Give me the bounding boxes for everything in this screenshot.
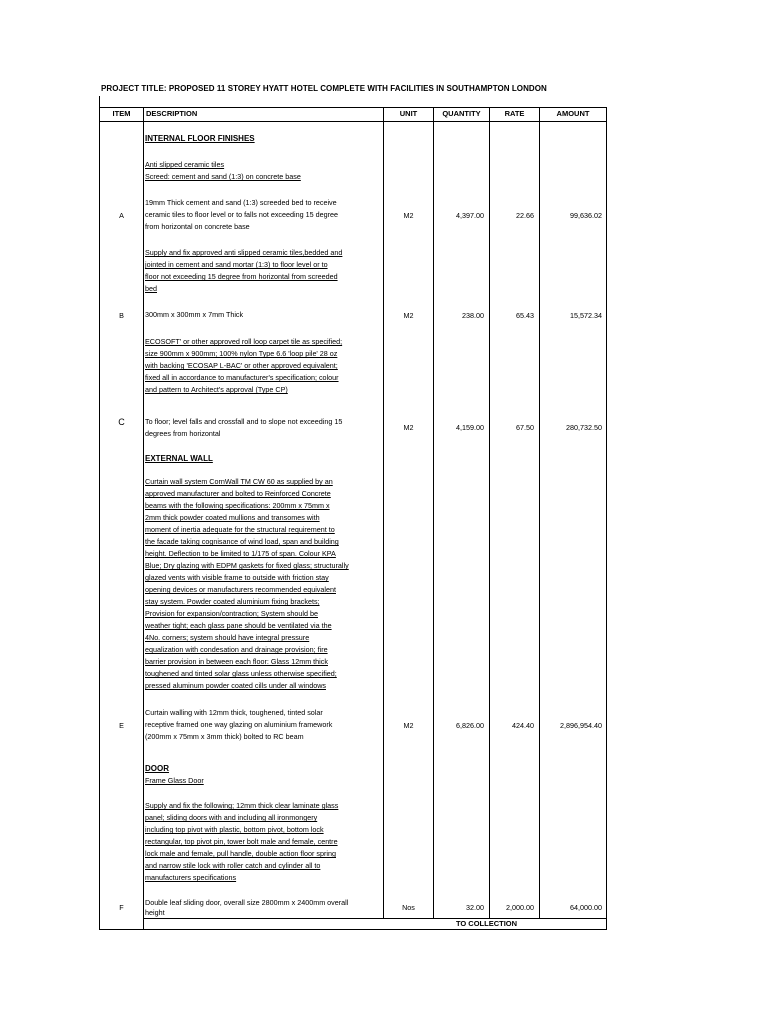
col-border-desc — [383, 107, 384, 919]
note-line: Blue; Dry glazing with EDPM gaskets for fixed glass; structurally — [145, 561, 349, 570]
note-line: and narrow stile lock with roller catch and cylinder all to — [145, 861, 321, 870]
item-quantity: 4,159.00 — [456, 423, 484, 432]
note-line: floor not exceeding 15 degree from horizontal from screeded — [145, 272, 338, 281]
note-line: equalization with condesation and drainage provision; fire — [145, 645, 328, 654]
header-item: ITEM — [112, 109, 131, 118]
note-line: Screed: cement and sand (1:3) on concrete base — [145, 172, 301, 181]
note-line: jointed in cement and sand mortar (1:3) to floor level or to — [145, 260, 328, 269]
item-desc-line: To floor; level falls and crossfall and to slope not exceeding 15 — [145, 417, 343, 426]
note-line: barrier provision in between each floor: Glass 12mm thick — [145, 657, 328, 666]
item-quantity: 6,826.00 — [456, 721, 484, 730]
item-quantity: 32.00 — [466, 903, 484, 912]
item-code: E — [119, 721, 124, 730]
section-external-wall: EXTERNAL WALL — [145, 454, 213, 463]
item-desc-line: ceramic tiles to floor level or to falls not exceeding 15 degree — [145, 210, 338, 219]
item-amount: 280,732.50 — [566, 423, 602, 432]
header-rate: RATE — [504, 109, 525, 118]
project-title: PROJECT TITLE: PROPOSED 11 STOREY HYATT HOTEL COMPLETE WITH FACILITIES IN SOUTHAMPTON LONDON — [101, 84, 547, 93]
item-unit: M2 — [403, 211, 414, 220]
item-desc-line: Curtain walling with 12mm thick, toughened, tinted solar — [145, 708, 323, 717]
item-rate: 67.50 — [516, 423, 534, 432]
item-quantity: 238.00 — [462, 311, 484, 320]
item-amount: 64,000.00 — [570, 903, 602, 912]
col-border-qty — [489, 107, 490, 919]
item-desc-line: height — [145, 908, 165, 917]
note-line: Supply and fix the following; 12mm thick clear laminate glass — [145, 801, 339, 810]
header-bottom-border — [99, 121, 607, 122]
table-bottom-border — [99, 929, 607, 930]
note-line: opening devices or manufacturers recommended equivalent — [145, 585, 336, 594]
header-quantity: QUANTITY — [442, 109, 481, 118]
col-border-right — [606, 107, 607, 930]
item-unit: Nos — [402, 903, 415, 912]
col-border-unit — [433, 107, 434, 919]
item-rate: 2,000.00 — [506, 903, 534, 912]
item-desc-line: from horizontal on concrete base — [145, 222, 250, 231]
section-internal-floor: INTERNAL FLOOR FINISHES — [145, 134, 255, 143]
note-line: fixed all in accordance to manufacturer's specification; colour — [145, 373, 339, 382]
note-line: Anti slipped ceramic tiles — [145, 160, 225, 169]
note-line: lock male and female, pull handle, double action floor spring — [145, 849, 336, 858]
note-line: approved manufacturer and bolted to Reinforced Concrete — [145, 489, 331, 498]
note-line: Supply and fix approved anti slipped ceramic tiles,bedded and — [145, 248, 343, 257]
item-desc-line: Double leaf sliding door, overall size 2800mm x 2400mm overall — [145, 898, 349, 907]
item-code: B — [119, 311, 124, 320]
note-line: toughened and tinted solar glass unless otherwise specified; — [145, 669, 337, 678]
item-quantity: 4,397.00 — [456, 211, 484, 220]
note-line: Provision for expansion/contraction; System should be — [145, 609, 318, 618]
note-line: pressed aluminum powder coated cills under all windows — [145, 681, 326, 690]
header-amount: AMOUNT — [556, 109, 590, 118]
note-line: rectangular, top pivot pin, tower bolt male and female, centre — [145, 837, 338, 846]
note-line: bed — [145, 284, 157, 293]
note-line: and pattern to Architect's approval (Type CP) — [145, 385, 288, 394]
note-line: 4No. corners; system should have integral pressure — [145, 633, 310, 642]
note-line: manufacturers specifications — [145, 873, 237, 882]
item-code: A — [119, 211, 124, 220]
door-subheading: Frame Glass Door — [145, 776, 204, 785]
table-top-border — [99, 107, 607, 108]
note-line: the facade taking cognisance of wind load, span and building — [145, 537, 339, 546]
header-description: DESCRIPTION — [146, 109, 198, 118]
col-border-item — [143, 107, 144, 930]
note-line: moment of inertia adequate for the structural requirement to — [145, 525, 335, 534]
to-collection-label: TO COLLECTION — [455, 919, 518, 928]
item-amount: 2,896,954.40 — [560, 721, 602, 730]
note-line: Curtain wall system CornWall TM CW 60 as supplied by an — [145, 477, 333, 486]
item-rate: 424.40 — [512, 721, 534, 730]
item-desc-line: degrees from horizontal — [145, 429, 221, 438]
item-desc-line: 300mm x 300mm x 7mm Thick — [145, 310, 244, 319]
item-rate: 22.66 — [516, 211, 534, 220]
item-unit: M2 — [403, 311, 414, 320]
item-rate: 65.43 — [516, 311, 534, 320]
note-line: ECOSOFT' or other approved roll loop carpet tile as specified; — [145, 337, 343, 346]
note-line: including top pivot with plastic, bottom pivot, bottom lock — [145, 825, 324, 834]
item-desc-line: 19mm Thick cement and sand (1:3) screeded bed to receive — [145, 198, 337, 207]
col-border-left — [99, 107, 100, 930]
note-line: weather tight; each glass pane should be ventilated via the — [145, 621, 332, 630]
item-amount: 99,636.02 — [570, 211, 602, 220]
note-line: with backing 'ECOSAP L-BAC' or other approved equivalent; — [145, 361, 338, 370]
item-amount: 15,572.34 — [570, 311, 602, 320]
item-desc-line: receptive framed one way glazing on aluminium framework — [145, 720, 333, 729]
item-unit: M2 — [403, 721, 414, 730]
note-line: glazed vents with visible frame to outside with friction stay — [145, 573, 329, 582]
item-desc-line: (200mm x 75mm x 3mm thick) bolted to RC beam — [145, 732, 304, 741]
note-line: beams with the following specifications: 200mm x 75mm x — [145, 501, 330, 510]
note-line: 2mm thick powder coated mullions and transomes with — [145, 513, 320, 522]
item-code: F — [119, 903, 124, 912]
item-unit: M2 — [403, 423, 414, 432]
note-line: size 900mm x 900mm; 100% nylon Type 6.6 'loop pile' 28 oz — [145, 349, 338, 358]
item-code: C — [118, 417, 125, 427]
section-door: DOOR — [145, 764, 169, 773]
header-unit: UNIT — [399, 109, 418, 118]
note-line: stay system. Powder coated aluminium fixing brackets; — [145, 597, 320, 606]
note-line: panel; sliding doors with and including all ironmongery — [145, 813, 318, 822]
note-line: height. Deflection to be limited to 1/175 of span. Colour KPA — [145, 549, 336, 558]
col-border-rate — [539, 107, 540, 919]
